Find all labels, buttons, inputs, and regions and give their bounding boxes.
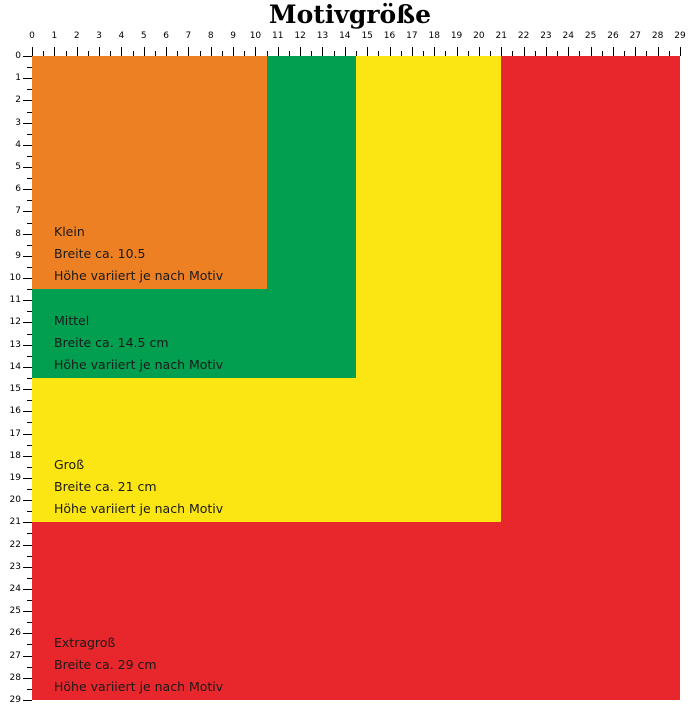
ruler-tick-h (501, 47, 502, 56)
ruler-tick-h (412, 47, 413, 56)
ruler-tick-v (23, 545, 32, 546)
ruler-label-h: 28 (651, 31, 664, 41)
ruler-tick-v (23, 211, 32, 212)
ruler-tick-h (457, 47, 458, 56)
ruler-tick-v (23, 522, 32, 523)
ruler-label-v: 18 (9, 450, 21, 461)
ruler-tick-h (54, 47, 55, 56)
ruler-label-h: 25 (584, 31, 597, 41)
ruler-tick-v (23, 145, 32, 146)
ruler-label-h: 9 (230, 31, 236, 41)
ruler-tick-h (390, 47, 391, 56)
ruler-tick-v (23, 478, 32, 479)
ruler-label-v: 7 (15, 206, 21, 217)
block-klein-width: Breite ca. 10.5 (54, 246, 146, 262)
ruler-tick-h (434, 47, 435, 56)
ruler-tick-v (23, 434, 32, 435)
ruler-label-h: 27 (629, 31, 642, 41)
ruler-tick-h (613, 47, 614, 56)
ruler-label-v: 10 (9, 273, 21, 284)
ruler-label-v: 13 (9, 339, 21, 350)
ruler-label-h: 12 (294, 31, 306, 41)
ruler-tick-h (524, 47, 525, 56)
ruler-tick-v (23, 78, 32, 79)
ruler-label-v: 17 (9, 428, 21, 439)
ruler-label-v: 25 (9, 606, 21, 617)
ruler-label-v: 21 (9, 517, 21, 528)
ruler-tick-v (23, 100, 32, 101)
ruler-tick-v (23, 589, 32, 590)
ruler-label-h: 2 (73, 31, 80, 41)
ruler-label-h: 13 (316, 31, 329, 41)
ruler-tick-h (255, 47, 256, 56)
ruler-label-h: 22 (517, 31, 530, 41)
ruler-tick-h (211, 47, 212, 56)
ruler-tick-v (23, 700, 32, 701)
block-mittel-name: Mittel (54, 313, 90, 328)
ruler-label-v: 29 (9, 695, 21, 705)
ruler-label-v: 14 (9, 361, 21, 372)
ruler-tick-v (23, 411, 32, 412)
ruler-label-h: 3 (96, 31, 102, 41)
ruler-tick-h (278, 47, 279, 56)
block-gross-width: Breite ca. 21 cm (54, 479, 157, 495)
ruler-label-h: 16 (383, 31, 396, 41)
ruler-tick-v (23, 278, 32, 279)
ruler-tick-v (23, 167, 32, 168)
ruler-label-h: 17 (406, 31, 418, 41)
ruler-tick-h (591, 47, 592, 56)
block-mittel-width: Breite ca. 14.5 cm (54, 335, 169, 350)
ruler-tick-h (367, 47, 368, 56)
ruler-label-v: 12 (9, 317, 21, 328)
block-extragross-name: Extragroß (54, 635, 116, 650)
ruler-label-h: 21 (495, 31, 507, 41)
ruler-tick-v (23, 300, 32, 301)
ruler-tick-h (658, 47, 659, 56)
ruler-label-h: 4 (118, 31, 125, 41)
ruler-tick-h (166, 47, 167, 56)
ruler-tick-h (680, 47, 681, 56)
ruler-label-h: 5 (140, 31, 147, 41)
ruler-tick-h (479, 47, 480, 56)
block-extragross-height: Höhe variiert je nach Motiv (54, 679, 224, 694)
ruler-tick-h (121, 47, 122, 56)
ruler-label-v: 9 (15, 250, 21, 261)
ruler-label-v: 0 (15, 51, 21, 61)
ruler-label-v: 5 (15, 162, 21, 173)
ruler-label-h: 19 (450, 31, 463, 41)
ruler-label-v: 4 (15, 139, 21, 150)
ruler-label-v: 23 (9, 561, 21, 572)
ruler-label-h: 6 (163, 31, 169, 41)
ruler-vertical (8, 51, 32, 705)
ruler-label-v: 22 (9, 539, 21, 550)
ruler-tick-h (300, 47, 301, 56)
ruler-label-h: 20 (473, 31, 485, 41)
block-klein-name: Klein (54, 224, 85, 240)
ruler-horizontal (29, 31, 686, 56)
block-gross-height: Höhe variiert je nach Motiv (54, 501, 224, 517)
ruler-tick-h (77, 47, 78, 56)
ruler-label-v: 2 (15, 95, 21, 106)
ruler-label-h: 0 (29, 31, 35, 41)
ruler-label-v: 3 (15, 117, 21, 128)
ruler-label-h: 26 (607, 31, 619, 41)
ruler-tick-v (23, 656, 32, 657)
ruler-tick-v (23, 322, 32, 323)
ruler-label-v: 6 (15, 184, 21, 195)
ruler-tick-h (188, 47, 189, 56)
ruler-label-h: 7 (185, 31, 192, 41)
ruler-label-h: 18 (428, 31, 440, 41)
ruler-label-h: 24 (562, 31, 574, 41)
ruler-tick-h (99, 47, 100, 56)
ruler-tick-v (23, 567, 32, 568)
ruler-label-v: 27 (9, 650, 21, 661)
ruler-label-h: 29 (674, 31, 686, 41)
ruler-tick-v (23, 611, 32, 612)
block-mittel-height: Höhe variiert je nach Motiv (54, 357, 224, 372)
ruler-label-h: 1 (51, 31, 58, 41)
ruler-tick-h (233, 47, 234, 56)
ruler-tick-v (23, 56, 32, 57)
ruler-label-v: 26 (9, 628, 21, 639)
ruler-label-h: 8 (207, 31, 214, 41)
ruler-label-v: 24 (9, 583, 21, 594)
ruler-label-h: 14 (339, 31, 351, 41)
ruler-tick-h (32, 47, 33, 56)
ruler-tick-h (322, 47, 323, 56)
ruler-label-v: 8 (15, 228, 21, 239)
ruler-tick-v (23, 189, 32, 190)
ruler-tick-v (23, 234, 32, 235)
ruler-label-v: 1 (15, 73, 21, 84)
block-klein-height: Höhe variiert je nach Motiv (54, 268, 224, 284)
ruler-tick-v (23, 256, 32, 257)
ruler-label-v: 20 (9, 495, 21, 506)
ruler-tick-v (23, 633, 32, 634)
ruler-tick-h (546, 47, 547, 56)
ruler-tick-v (23, 345, 32, 346)
ruler-tick-v (23, 389, 32, 390)
ruler-tick-v (23, 367, 32, 368)
ruler-label-v: 15 (9, 384, 21, 395)
ruler-label-h: 11 (272, 31, 284, 41)
block-gross-name: Groß (54, 457, 85, 473)
ruler-tick-v (23, 123, 32, 124)
ruler-label-v: 19 (9, 472, 21, 483)
ruler-tick-v (23, 456, 32, 457)
ruler-label-h: 15 (361, 31, 373, 41)
block-klein (32, 56, 267, 289)
ruler-label-v: 16 (9, 406, 21, 417)
ruler-tick-h (568, 47, 569, 56)
ruler-tick-h (345, 47, 346, 56)
ruler-tick-v (23, 678, 32, 679)
ruler-tick-v (23, 500, 32, 501)
block-extragross-width: Breite ca. 29 cm (54, 657, 157, 672)
ruler-label-h: 10 (249, 31, 262, 41)
motif-size-canvas (32, 56, 680, 700)
ruler-label-h: 23 (540, 31, 552, 41)
ruler-label-v: 28 (9, 672, 21, 683)
ruler-label-v: 11 (9, 295, 21, 306)
ruler-tick-h (144, 47, 145, 56)
ruler-tick-h (635, 47, 636, 56)
page-title: Motivgröße (268, 0, 432, 29)
